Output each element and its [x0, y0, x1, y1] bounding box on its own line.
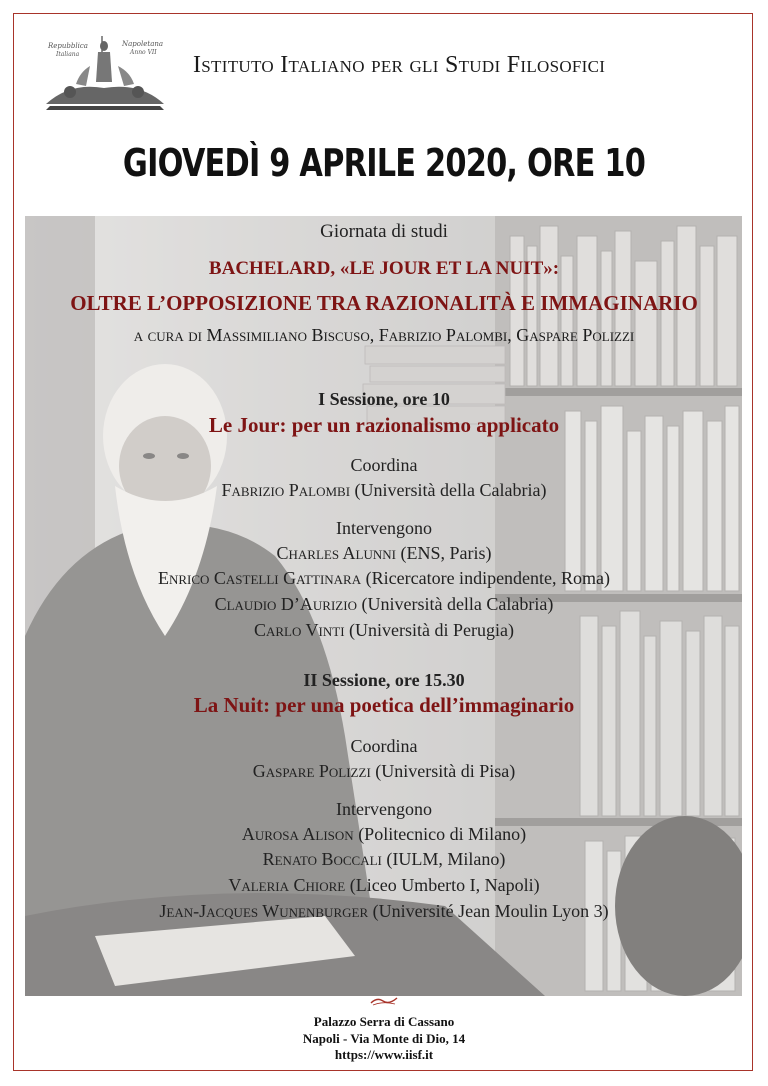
- event-title-line-1: BACHELARD, «LE JOUR ET LA NUIT»:: [208, 258, 560, 279]
- session-1-speaker: Claudio D’Aurizio (Università della Calabria): [214, 594, 554, 614]
- session-2-speakers-label: Intervengono: [336, 799, 432, 819]
- session-1-title: Le Jour: per un razionalismo applicato: [208, 413, 560, 437]
- session-2-title: La Nuit: per una poetica dell’immaginario: [193, 693, 575, 717]
- session-1-speaker: Enrico Castelli Gattinara (Ricercatore indipendente, Roma): [157, 568, 611, 588]
- session-1-heading: I Sessione, ore 10: [318, 389, 450, 409]
- event-date: GIOVEDÌ 9 APRILE 2020, ORE 10: [122, 141, 646, 185]
- website-link[interactable]: https://www.iisf.it: [334, 1047, 434, 1062]
- session-1-speaker: Carlo Vinti (Università di Perugia): [253, 620, 514, 640]
- session-2-heading: II Sessione, ore 15.30: [303, 670, 465, 690]
- event-type: Giornata di studi: [320, 221, 448, 242]
- session-2-speaker: Aurosa Alison (Politecnico di Milano): [241, 824, 527, 844]
- allegorical-statue-emblem-icon: [40, 32, 170, 112]
- svg-text:Italiana: Italiana: [56, 51, 80, 58]
- event-title-line-2: OLTRE L’OPPOSIZIONE TRA RAZIONALITÀ E IMMAGINARIO: [70, 291, 698, 315]
- session-2-coordinator: Gaspare Polizzi (Università di Pisa): [252, 761, 516, 781]
- svg-text:Anno VII: Anno VII: [130, 49, 157, 56]
- session-1-coord-label: Coordina: [350, 455, 418, 475]
- svg-text:Napoletana: Napoletana: [122, 40, 164, 48]
- session-2-speaker: Renato Boccali (IULM, Milano): [262, 849, 506, 869]
- venue: Palazzo Serra di Cassano: [313, 1014, 455, 1029]
- address: Napoli - Via Monte di Dio, 14: [302, 1031, 466, 1046]
- session-1-speakers-label: Intervengono: [336, 518, 432, 538]
- flourish-ornament-icon: [369, 995, 399, 1007]
- session-2-coord-label: Coordina: [350, 736, 418, 756]
- svg-text:Repubblica: Repubblica: [48, 42, 88, 50]
- curators: a cura di Massimiliano Biscuso, Fabrizio Palombi, Gaspare Polizzi: [133, 325, 635, 345]
- session-1-speaker: Charles Alunni (ENS, Paris): [276, 543, 492, 563]
- session-2-speaker: Valeria Chiore (Liceo Umberto I, Napoli): [228, 875, 540, 895]
- session-2-speaker: Jean-Jacques Wunenburger (Université Jean Moulin Lyon 3): [159, 901, 609, 921]
- session-1-coordinator: Fabrizio Palombi (Università della Calabria): [221, 480, 547, 500]
- institute-name: Istituto Italiano per gli Studi Filosofici: [193, 52, 606, 78]
